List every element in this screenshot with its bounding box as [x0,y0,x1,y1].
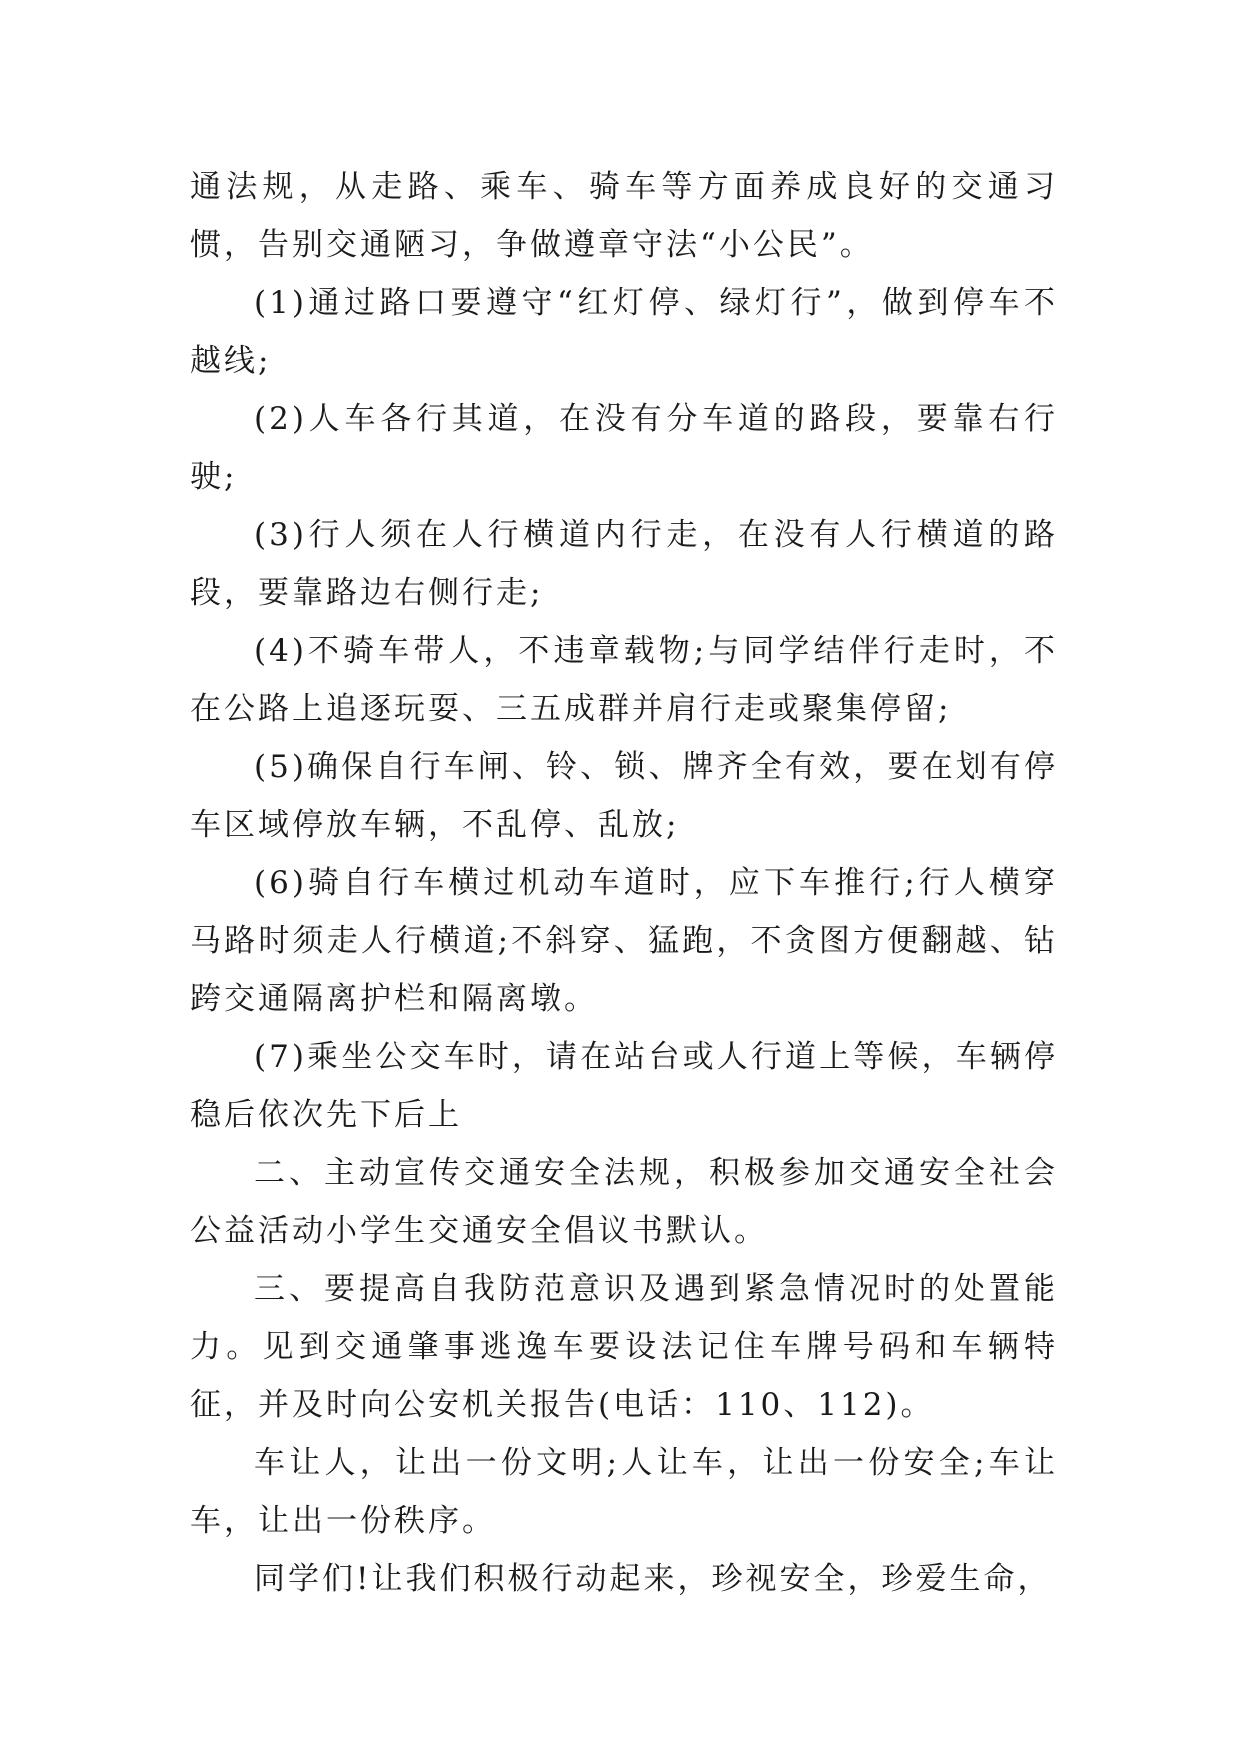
paragraph-closing: 同学们!让我们积极行动起来，珍视安全，珍爱生命， [254,1561,1052,1597]
document-body [190,158,1058,1608]
paragraph-item-2: (2)人车各行其道，在没有分车道的路段，要靠右行驶; [190,401,1058,495]
paragraph-item-4: (4)不骑车带人，不违章载物;与同学结伴行走时，不在公路上追逐玩耍、三五成群并肩行走或聚集停留; [190,633,1058,727]
paragraph-item-6: (6)骑自行车横过机动车道时，应下车推行;行人横穿马路时须走人行横道;不斜穿、猛跑，不贪图方便翻越、钻跨交通隔离护栏和隔离墩。 [190,865,1058,1017]
paragraph-item-7: (7)乘坐公交车时，请在站台或人行道上等候，车辆停稳后依次先下后上 [190,1039,1058,1133]
paragraph-continuation: 通法规，从走路、乘车、骑车等方面养成良好的交通习惯，告别交通陋习，争做遵章守法“小公民”。 [190,169,1058,263]
paragraph-item-1: (1)通过路口要遵守“红灯停、绿灯行”，做到停车不越线; [190,285,1058,379]
paragraph-item-5: (5)确保自行车闸、铃、锁、牌齐全有效，要在划有停车区域停放车辆，不乱停、乱放; [190,749,1058,843]
paragraph-section-2: 二、主动宣传交通安全法规，积极参加交通安全社会公益活动小学生交通安全倡议书默认。 [190,1155,1058,1249]
paragraph-item-3: (3)行人须在人行横道内行走，在没有人行横道的路段，要靠路边右侧行走; [190,517,1058,611]
paragraph-slogan: 车让人，让出一份文明;人让车，让出一份安全;车让车，让出一份秩序。 [190,1445,1058,1539]
paragraph-section-3: 三、要提高自我防范意识及遇到紧急情况时的处置能力。见到交通肇事逃逸车要设法记住车牌号码和车辆特征，并及时向公安机关报告(电话：110、112)。 [190,1271,1058,1423]
